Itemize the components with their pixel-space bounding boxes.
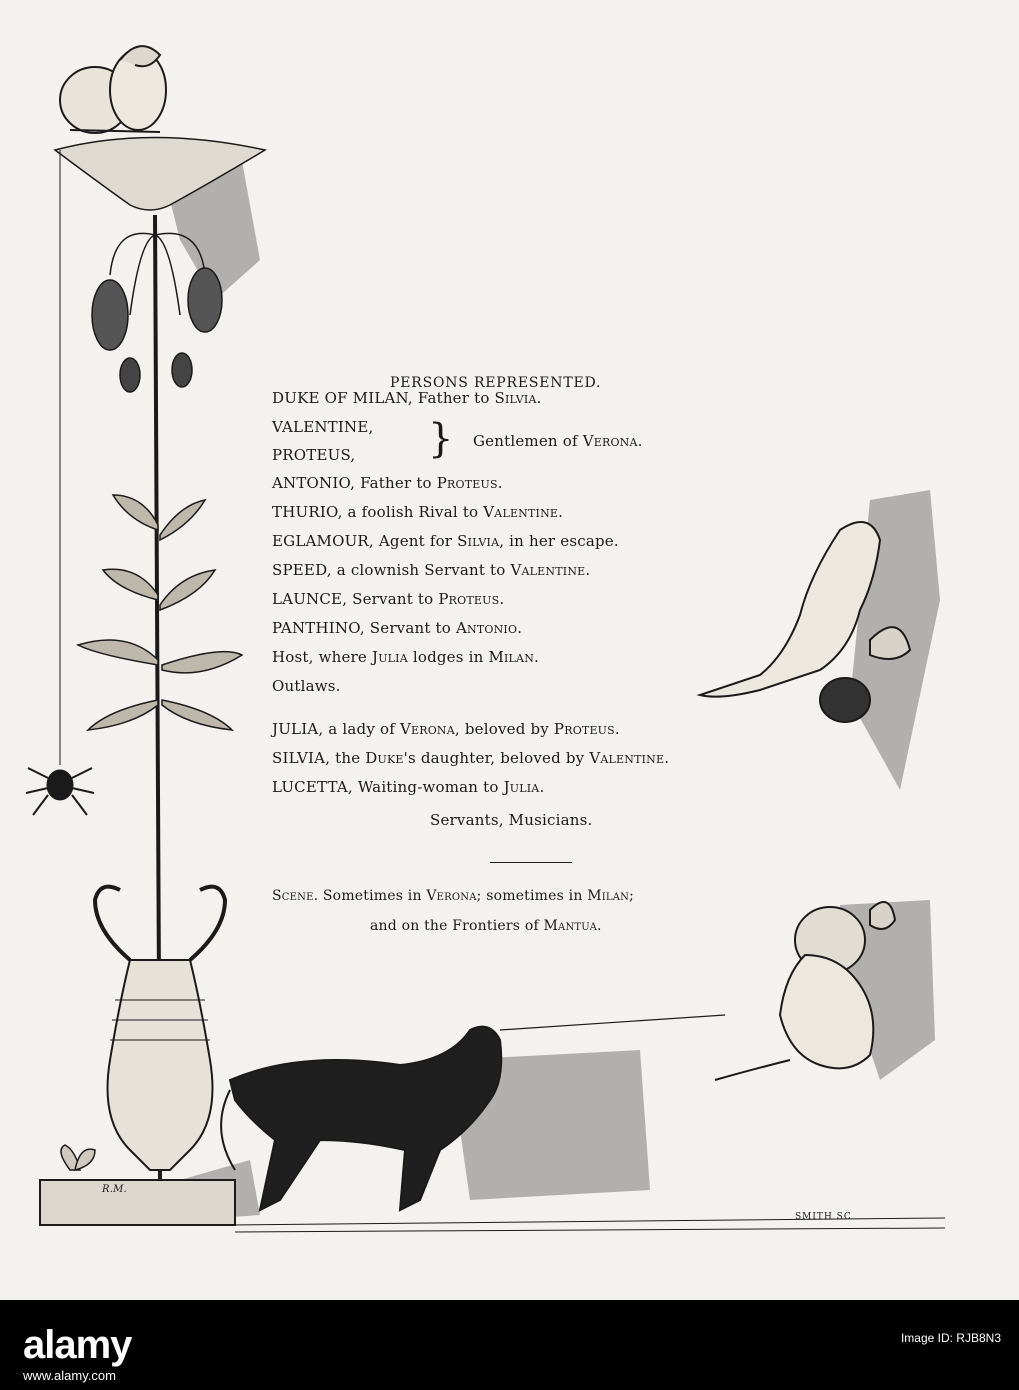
leafy-plant-illustration [78,495,242,730]
cast-name: THURIO [272,503,338,521]
cast-item-outlaws [272,677,341,695]
cast-name: SILVIA [272,749,326,767]
engraver-signature-left: R.M. [102,1184,127,1195]
cast-name: SPEED [272,561,327,579]
alamy-url: www.alamy.com [23,1368,116,1383]
butterfly-illustration [61,1145,95,1170]
cast-item-speed: SPEED, a clownish Servant to Valentine. [272,561,591,579]
scene-line-1: Scene. Sometimes in Verona; sometimes in Milan; [272,888,635,904]
cast-name: PANTHINO [272,619,360,637]
cast-item-launce: LAUNCE, Servant to Proteus. [272,590,505,608]
cast-name: DUKE OF MILAN [272,389,408,407]
cast-name: JULIA [272,720,319,738]
brace-symbol: } [428,416,454,462]
cast-item-eglamour: EGLAMOUR, Agent for Silvia, in her escape. [272,532,619,550]
cast-list-heading: PERSONS REPRESENTED. [390,375,602,391]
cast-item-thurio: THURIO, a foolish Rival to Valentine. [272,503,564,521]
cast-name: PROTEUS, [272,446,356,464]
cast-name: LAUNCE [272,590,343,608]
alamy-logo: alamy [23,1323,132,1367]
cast-name: ANTONIO [272,474,351,492]
cast-name: VALENTINE, [272,418,374,436]
engraver-signature-right: SMITH SC [795,1212,852,1222]
cast-item-lucetta: LUCETTA, Waiting-woman to Julia. [272,778,545,796]
image-id-label: Image ID: RJB8N3 [900,1331,1001,1345]
cast-item-valentine [272,418,373,436]
cast-item-julia: JULIA, a lady of Verona, beloved by Proteus. [272,720,620,738]
cast-item-host: Host, where Julia lodges in Milan. [272,648,539,666]
cast-name: Outlaws. [272,677,341,695]
cast-item-silvia: SILVIA, the Duke's daughter, beloved by Valentine. [272,749,670,767]
cast-name: LUCETTA [272,778,348,796]
cast-item-duke: DUKE OF MILAN, Father to Silvia. [272,389,542,407]
cast-name: Host [272,648,309,666]
section-divider [490,862,572,863]
scene-line-2: and on the Frontiers of Mantua. [370,918,602,934]
cast-name: EGLAMOUR [272,532,369,550]
gentlemen-of-verona: Gentlemen of Verona. [473,432,643,450]
scene-label: Scene [272,888,314,904]
servants-musicians: Servants, Musicians. [430,811,593,829]
cast-item-proteus [272,446,355,464]
cast-item-antonio: ANTONIO, Father to Proteus. [272,474,503,492]
spider-illustration [26,150,94,815]
cast-item-panthino: PANTHINO, Servant to Antonio. [272,619,523,637]
cherub-top-illustration [60,46,166,133]
